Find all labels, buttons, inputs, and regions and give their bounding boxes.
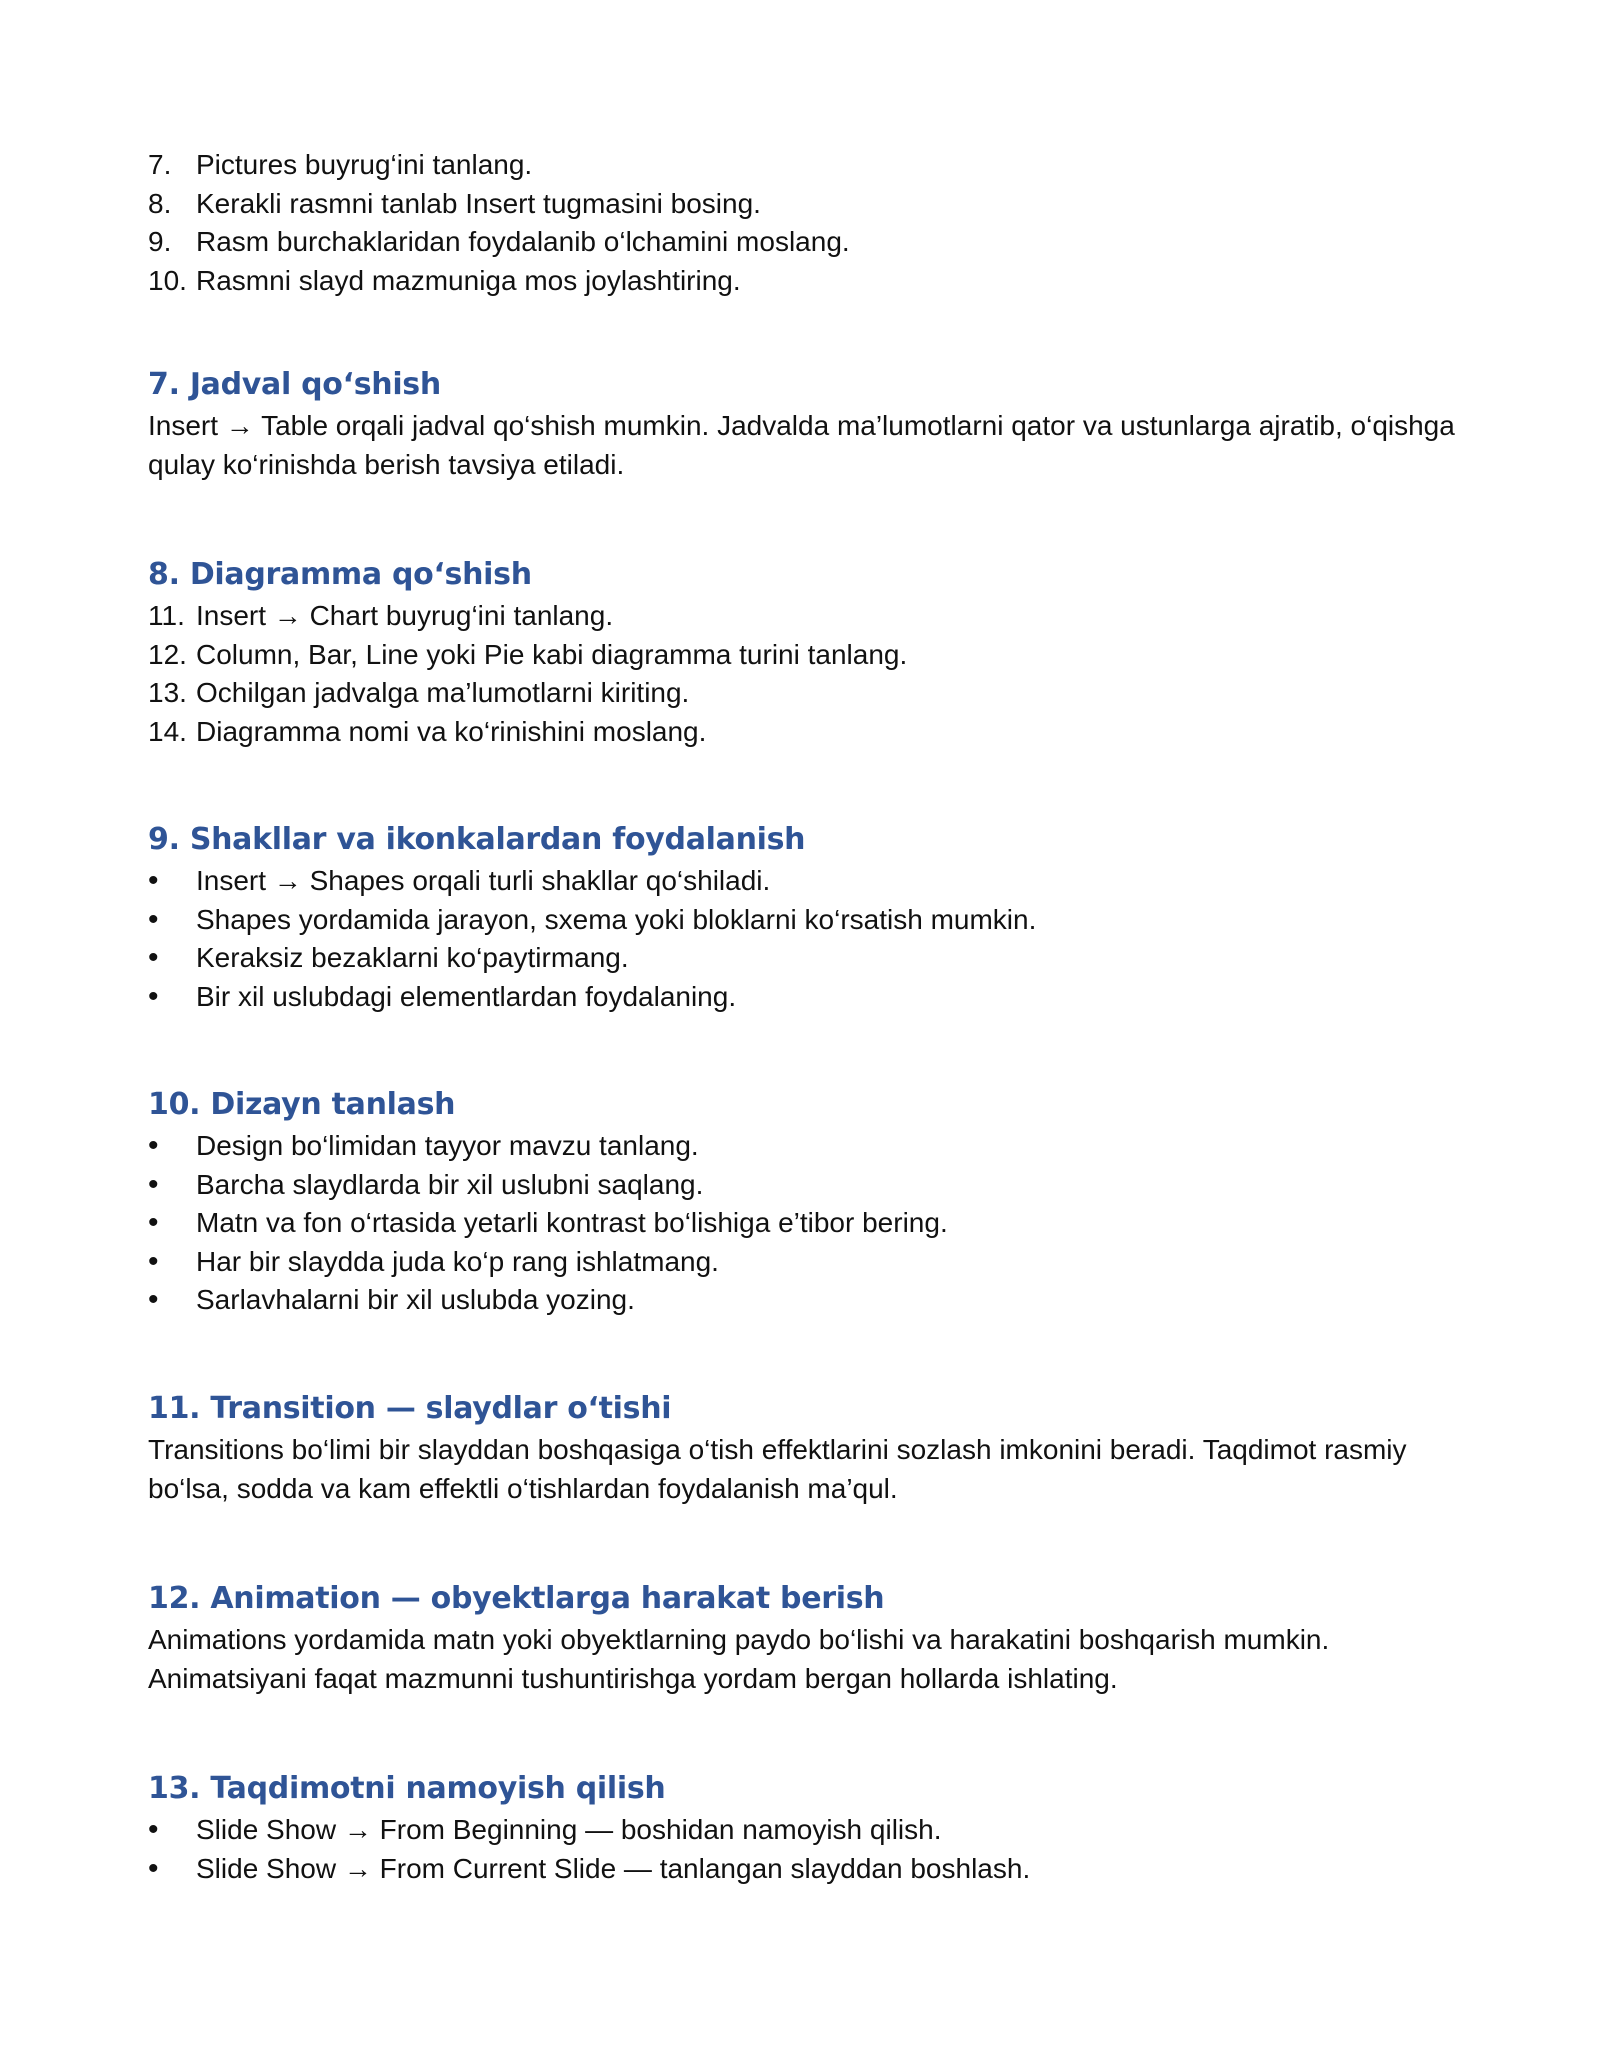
list-item — [148, 636, 1468, 675]
list-item-text: Kerakli rasmni tanlab Insert tugmasini bosing. — [196, 187, 761, 219]
section-heading: 10. Dizayn tanlash — [148, 1087, 456, 1122]
section-animation — [148, 1577, 1468, 1698]
list-item-text: Slide Show → From Current Slide — tanlangan slayddan boshlash. — [196, 1852, 1031, 1884]
list-number: 10. — [148, 264, 187, 296]
list-number: 9. — [148, 226, 172, 257]
section-heading: 12. Animation — obyektlarga harakat berish — [148, 1581, 885, 1616]
bullet-marker: • — [148, 1813, 159, 1846]
section-paragraph: Insert → Table orqali jadval qo‘shish mumkin. Jadvalda ma’lumotlarni qator va ustunlarga ajratib, o‘qishga qulay ko‘rinishda berish tavsiya etiladi. — [148, 410, 1455, 480]
list-number: 14. — [148, 715, 187, 747]
section-jadval — [148, 363, 1468, 484]
bullet-marker: • — [148, 1851, 159, 1885]
section-namoyish — [148, 1767, 1468, 1888]
section-shakllar — [148, 818, 1468, 1016]
list-item-text: Rasm burchaklaridan foydalanib o‘lchamini moslang. — [196, 226, 850, 257]
list-number: 8. — [148, 187, 172, 219]
bullet-list — [148, 1127, 1468, 1320]
bullet-marker: • — [148, 902, 159, 936]
list-item — [148, 1127, 1468, 1166]
list-item-text: Ochilgan jadvalga ma’lumotlarni kiriting. — [196, 677, 690, 708]
list-number: 11. — [148, 600, 185, 631]
list-item — [148, 597, 1468, 636]
list-item-text: Rasmni slayd mazmuniga mos joylashtiring. — [196, 264, 741, 296]
list-item — [148, 185, 1468, 224]
list-item — [148, 1850, 1468, 1889]
bullet-list — [148, 862, 1468, 1016]
section-heading: 8. Diagramma qo‘shish — [148, 557, 532, 592]
intro-numbered-list — [148, 146, 1468, 300]
list-item-text: Pictures buyrug‘ini tanlang. — [196, 149, 533, 180]
numbered-list — [148, 597, 1468, 751]
intro-list-block — [148, 146, 1468, 300]
list-item-text: Design bo‘limidan tayyor mavzu tanlang. — [196, 1130, 699, 1161]
list-item-text: Column, Bar, Line yoki Pie kabi diagramma turini tanlang. — [196, 638, 908, 670]
list-item — [148, 1281, 1468, 1320]
bullet-marker: • — [148, 864, 159, 897]
list-item-text: Insert → Chart buyrug‘ini tanlang. — [196, 600, 614, 631]
list-number: 12. — [148, 638, 187, 670]
section-transition — [148, 1387, 1468, 1508]
section-diagramma — [148, 553, 1468, 751]
list-item — [148, 1204, 1468, 1243]
bullet-marker: • — [148, 1283, 159, 1316]
list-item-text: Sarlavhalarni bir xil uslubda yozing. — [196, 1284, 635, 1315]
section-heading: 13. Taqdimotni namoyish qilish — [148, 1771, 666, 1806]
bullet-marker: • — [148, 1206, 159, 1239]
section-heading: 9. Shakllar va ikonkalardan foydalanish — [148, 822, 806, 857]
bullet-marker: • — [148, 1167, 159, 1201]
list-item — [148, 862, 1468, 901]
bullet-marker: • — [148, 1244, 159, 1278]
list-item-text: Keraksiz bezaklarni ko‘paytirmang. — [196, 942, 629, 973]
list-item — [148, 1166, 1468, 1205]
list-item — [148, 1811, 1468, 1850]
list-item-text: Barcha slaydlarda bir xil uslubni saqlang. — [196, 1168, 704, 1200]
list-number: 13. — [148, 677, 187, 708]
list-item-text: Slide Show → From Beginning — boshidan namoyish qilish. — [196, 1814, 942, 1845]
list-item — [148, 223, 1468, 262]
list-number: 7. — [148, 149, 172, 180]
list-item — [148, 901, 1468, 940]
list-item-text: Insert → Shapes orqali turli shakllar qo‘shiladi. — [196, 865, 771, 896]
section-heading: 7. Jadval qo‘shish — [148, 367, 441, 402]
bullet-marker: • — [148, 979, 159, 1013]
section-dizayn — [148, 1083, 1468, 1320]
bullet-marker: • — [148, 941, 159, 974]
list-item — [148, 146, 1468, 185]
list-item — [148, 939, 1468, 978]
list-item-text: Matn va fon o‘rtasida yetarli kontrast bo‘lishiga e’tibor bering. — [196, 1207, 948, 1238]
bullet-list — [148, 1811, 1468, 1888]
list-item-text: Diagramma nomi va ko‘rinishini moslang. — [196, 715, 707, 747]
list-item-text: Bir xil uslubdagi elementlardan foydalaning. — [196, 980, 737, 1012]
list-item — [148, 1243, 1468, 1282]
list-item — [148, 978, 1468, 1017]
section-heading: 11. Transition — slaydlar o‘tishi — [148, 1391, 672, 1426]
bullet-marker: • — [148, 1129, 159, 1162]
section-paragraph: Animations yordamida matn yoki obyektlarning paydo bo‘lishi va harakatini boshqarish mumkin. Animatsiyani faqat mazmunni tushuntirishga yordam bergan hollarda ishlating. — [148, 1624, 1330, 1694]
list-item — [148, 262, 1468, 301]
section-paragraph: Transitions bo‘limi bir slayddan boshqasiga o‘tish effektlarini sozlash imkonini beradi. Taqdimot rasmiy bo‘lsa, sodda va kam effektli o‘tishlardan foydalanish ma’qul. — [148, 1434, 1407, 1504]
list-item-text: Har bir slaydda juda ko‘p rang ishlatmang. — [196, 1245, 719, 1277]
list-item — [148, 674, 1468, 713]
list-item — [148, 713, 1468, 752]
list-item-text: Shapes yordamida jarayon, sxema yoki bloklarni ko‘rsatish mumkin. — [196, 903, 1037, 935]
